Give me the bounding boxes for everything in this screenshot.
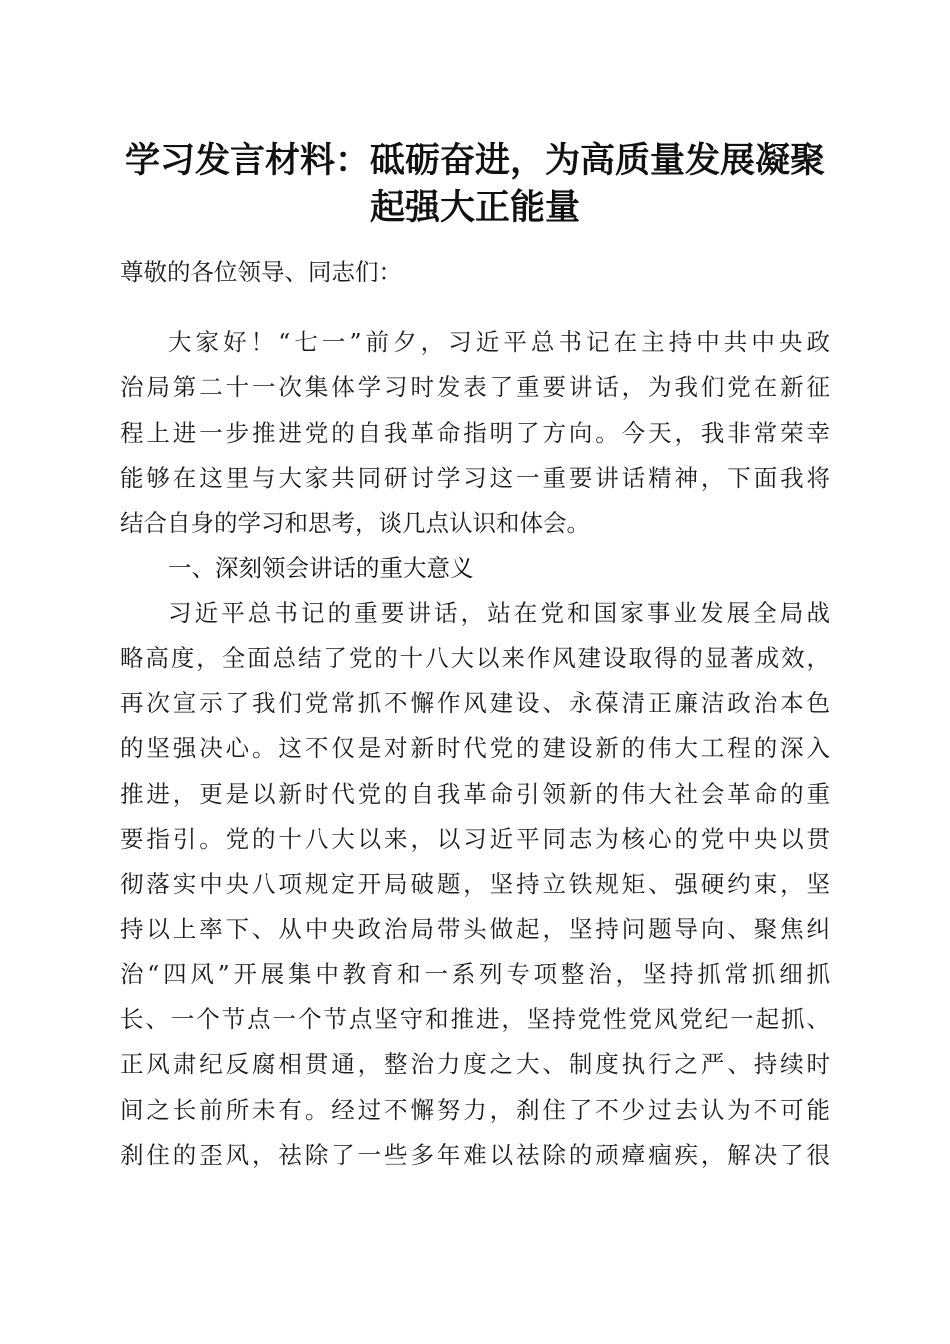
paragraph-line: 再次宣示了我们党常抓不懈作风建设、永葆清正廉洁政治本色 [120, 689, 830, 717]
paragraph-line: 的坚强决心。这不仅是对新时代党的建设新的伟大工程的深入 [120, 734, 830, 762]
document-title-line-1: 学习发言材料：砥砺奋进，为高质量发展凝聚 [124, 140, 825, 181]
paragraph-line: 结合自身的学习和思考，谈几点认识和体会。 [120, 509, 590, 537]
paragraph-line: 彻落实中央八项规定开局破题，坚持立铁规矩、强硬约束，坚 [120, 870, 830, 898]
paragraph-line: 习近平总书记的重要讲话，站在党和国家事业发展全局战 [168, 599, 830, 627]
paragraph-line: 能够在这里与大家共同研讨学习这一重要讲话精神，下面我将 [120, 464, 830, 492]
paragraph-line: 正风肃纪反腐相贯通，整治力度之大、制度执行之严、持续时 [120, 1050, 830, 1078]
paragraph-line: 长、一个节点一个节点坚守和推进，坚持党性党风党纪一起抓、 [120, 1005, 830, 1033]
section-heading-1: 一、深刻领会讲话的重大意义 [168, 554, 474, 582]
paragraph-line: 间之长前所未有。经过不懈努力，刹住了不少过去认为不可能 [120, 1096, 830, 1124]
paragraph-line: 持以上率下、从中央政治局带头做起，坚持问题导向、聚焦纠 [120, 915, 830, 943]
paragraph-line: 略高度，全面总结了党的十八大以来作风建设取得的显著成效， [120, 644, 830, 672]
paragraph-line: 推进，更是以新时代党的自我革命引领新的伟大社会革命的重 [120, 780, 830, 808]
salutation: 尊敬的各位领导、同志们： [120, 258, 402, 286]
paragraph-line: 刹住的歪风，祛除了一些多年难以祛除的顽瘴痼疾，解决了很 [120, 1141, 830, 1169]
paragraph-line: 要指引。党的十八大以来，以习近平同志为核心的党中央以贯 [120, 825, 830, 853]
paragraph-line: 治“四风”开展集中教育和一系列专项整治，坚持抓常抓细抓 [120, 960, 830, 988]
document-title-line-2: 起强大正能量 [369, 187, 580, 228]
paragraph-line: 程上进一步推进党的自我革命指明了方向。今天，我非常荣幸 [120, 419, 830, 447]
paragraph-line: 治局第二十一次集体学习时发表了重要讲话，为我们党在新征 [120, 373, 830, 401]
paragraph-line: 大家好！“七一”前夕，习近平总书记在主持中共中央政 [168, 328, 830, 356]
